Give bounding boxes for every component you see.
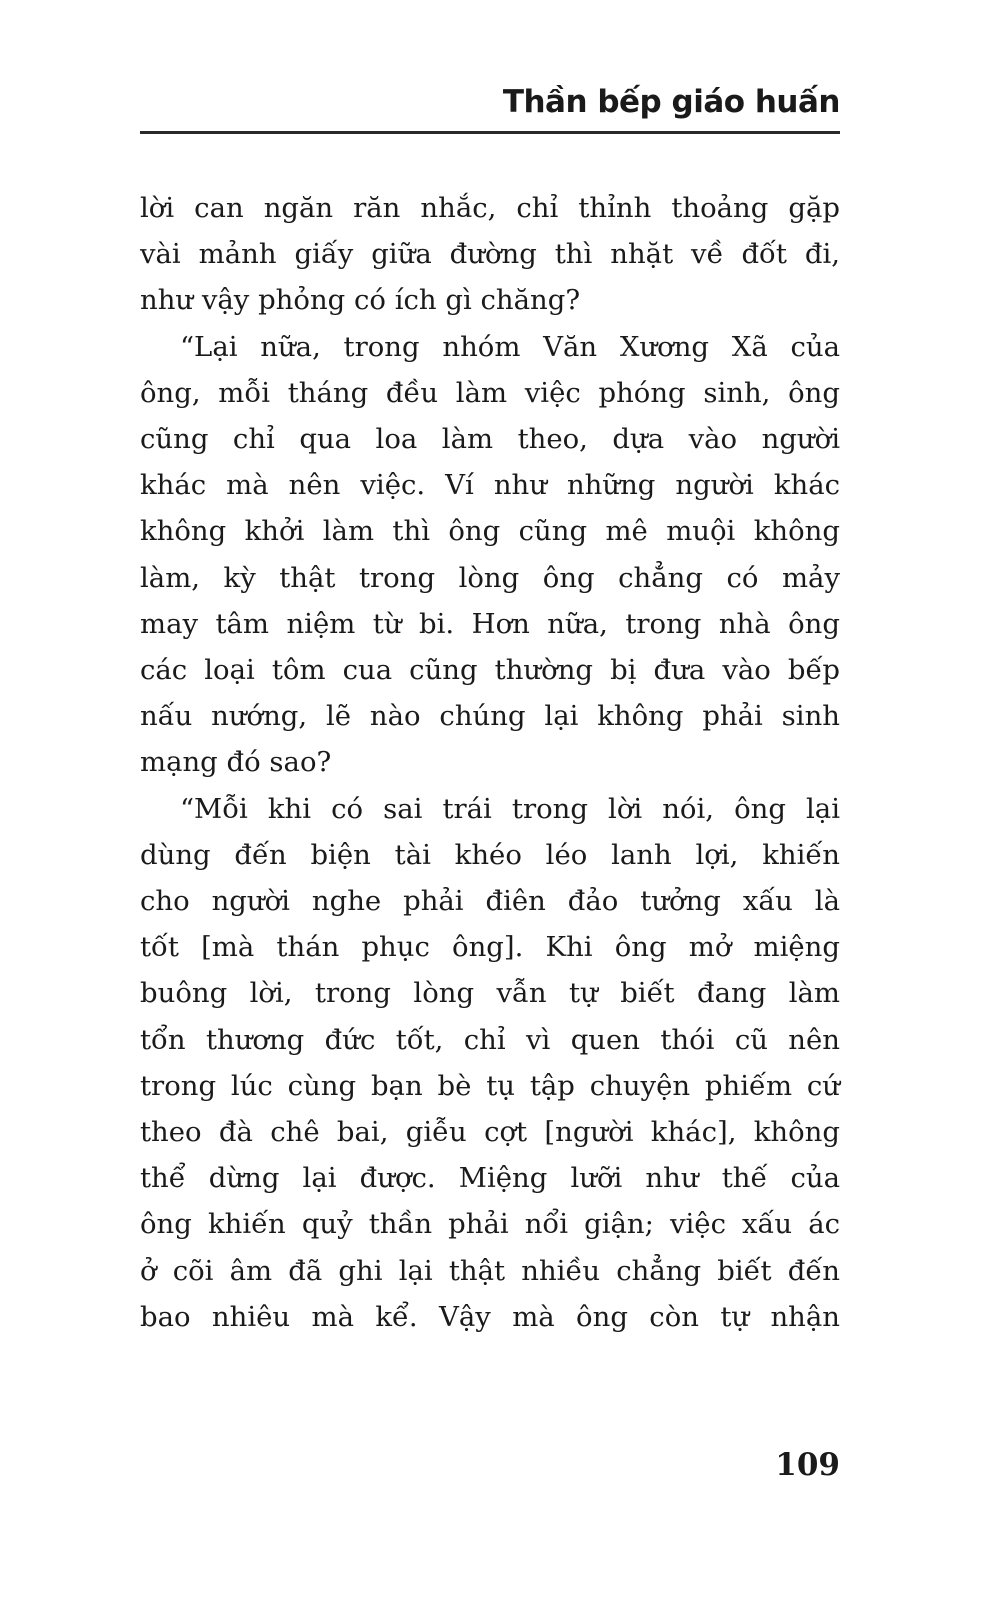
text-line: dùng đến biện tài khéo léo lanh lợi, khiến <box>140 838 840 871</box>
text-line: không khởi làm thì ông cũng mê muội không <box>140 515 840 548</box>
text-line: tổn thương đức tốt, chỉ vì quen thói cũ nên <box>140 1023 840 1056</box>
text-line: trong lúc cùng bạn bè tụ tập chuyện phiếm cứ <box>140 1069 840 1102</box>
text-line: lời can ngăn răn nhắc, chỉ thỉnh thoảng gặp <box>140 192 840 224</box>
text-line: ông, mỗi tháng đều làm việc phóng sinh, ông <box>140 376 840 409</box>
text-line: như vậy phỏng có ích gì chăng? <box>140 284 581 317</box>
paragraph-3 <box>140 786 840 1340</box>
text-line: bao nhiêu mà kể. Vậy mà ông còn tự nhận <box>140 1300 840 1333</box>
text-line: tốt [mà thán phục ông]. Khi ông mở miệng <box>140 931 840 964</box>
header-divider <box>140 131 840 134</box>
text-line: buông lời, trong lòng vẫn tự biết đang làm <box>140 977 840 1010</box>
text-line: khác mà nên việc. Ví như những người khác <box>140 469 840 502</box>
paragraph-2 <box>140 324 840 786</box>
text-line: cho người nghe phải điên đảo tưởng xấu là <box>140 885 840 918</box>
text-line: các loại tôm cua cũng thường bị đưa vào bếp <box>140 654 840 687</box>
text-line: thể dừng lại được. Miệng lưỡi như thế của <box>140 1162 840 1195</box>
text-line: theo đà chê bai, giễu cợt [người khác], không <box>140 1116 840 1149</box>
text-line: mạng đó sao? <box>140 746 332 779</box>
text-line: “Lại nữa, trong nhóm Văn Xương Xã của <box>180 330 840 363</box>
text-line: cũng chỉ qua loa làm theo, dựa vào người <box>140 423 840 456</box>
body-text <box>140 185 840 1340</box>
text-line: “Mỗi khi có sai trái trong lời nói, ông lại <box>180 792 840 825</box>
text-line: ông khiến quỷ thần phải nổi giận; việc xấu ác <box>140 1208 840 1241</box>
text-line: vài mảnh giấy giữa đường thì nhặt về đốt đi, <box>140 238 840 271</box>
text-line: nấu nướng, lẽ nào chúng lại không phải sinh <box>140 700 840 733</box>
paragraph-1 <box>140 185 840 324</box>
text-line: làm, kỳ thật trong lòng ông chẳng có mảy <box>140 561 840 594</box>
text-line: may tâm niệm từ bi. Hơn nữa, trong nhà ông <box>140 607 840 640</box>
running-header-title: Thần bếp giáo huấn <box>502 84 840 120</box>
page-number: 109 <box>775 1447 840 1483</box>
text-line: ở cõi âm đã ghi lại thật nhiều chẳng biết đến <box>140 1254 840 1287</box>
